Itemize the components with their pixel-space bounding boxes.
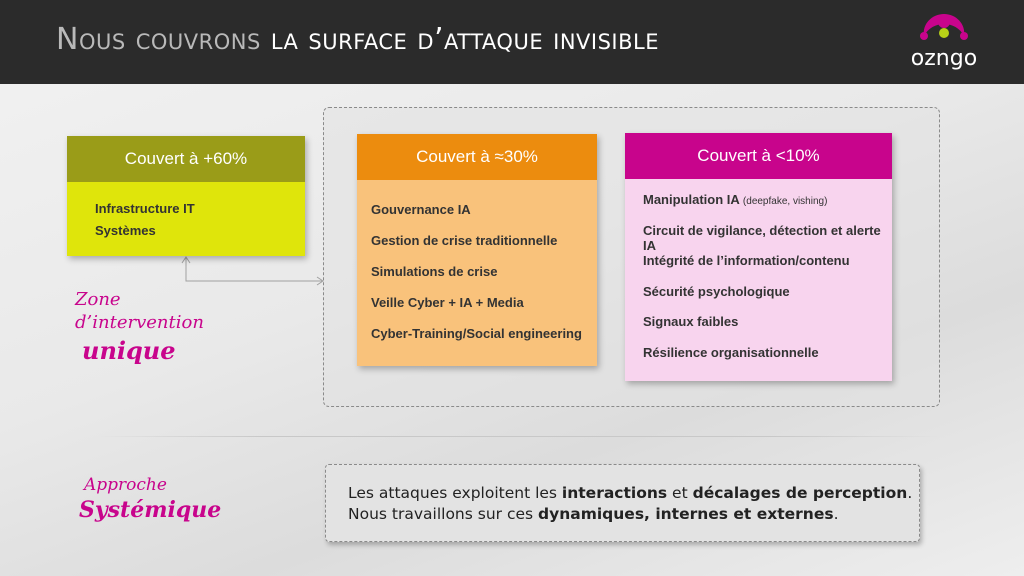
message-text: . <box>907 484 913 502</box>
title-part-1: Nous couvrons <box>56 22 261 57</box>
message-text: et <box>667 484 693 502</box>
list-item: Intégrité de l’information/contenu <box>643 253 850 268</box>
list-item-note: (deepfake, vishing) <box>742 196 828 207</box>
message-emphasis: dynamiques, internes et externes <box>538 505 834 523</box>
card-60-body <box>67 182 305 256</box>
card-10-title: Couvert à <10% <box>625 133 892 179</box>
card-30-title: Couvert à ≈30% <box>357 134 597 180</box>
card-60-title: Couvert à +60% <box>67 136 305 182</box>
message-emphasis: décalages de perception <box>692 484 908 502</box>
list-item: Résilience organisationnelle <box>643 344 819 360</box>
list-item-main: Manipulation IA <box>643 192 740 207</box>
card-covered-60 <box>67 136 305 256</box>
logo-text: ozngo <box>910 46 978 71</box>
list-item: Infrastructure IT <box>95 201 195 216</box>
list-item: Systèmes <box>95 223 156 238</box>
title-part-2: la surface d’attaque invisible <box>270 22 659 57</box>
list-item <box>643 192 892 223</box>
list-item: Signaux faibles <box>643 314 739 329</box>
list-item: Veille Cyber + IA + Media <box>371 295 524 310</box>
zone-label-line1: Zone <box>75 289 121 310</box>
list-item: Simulations de crise <box>371 264 498 279</box>
card-10-body <box>625 179 892 381</box>
card-covered-10 <box>625 133 892 381</box>
message-line-1 <box>348 483 919 504</box>
card-30-body <box>357 180 597 366</box>
approche-label-line1: Approche <box>84 475 167 495</box>
zone-label-line3: unique <box>82 336 176 365</box>
list-item: Circuit de vigilance, détection et alerte IA <box>643 222 881 253</box>
zone-label-line2: d’intervention <box>75 312 204 333</box>
section-divider <box>95 436 940 437</box>
message-box <box>325 464 920 542</box>
card-covered-30 <box>357 134 597 366</box>
message-text: Les attaques exploitent les <box>348 484 562 502</box>
list-item: Sécurité psychologique <box>643 283 790 299</box>
list-item: Cyber-Training/Social engineering <box>371 326 582 341</box>
list-item: Gestion de crise traditionnelle <box>371 233 558 248</box>
message-text: Nous travaillons sur ces <box>348 505 539 523</box>
message-text: . <box>833 505 839 523</box>
message-emphasis: interactions <box>561 484 668 502</box>
approche-label-line2: Systémique <box>79 497 222 523</box>
list-item: Gouvernance IA <box>371 202 471 217</box>
message-line-2 <box>348 504 919 525</box>
